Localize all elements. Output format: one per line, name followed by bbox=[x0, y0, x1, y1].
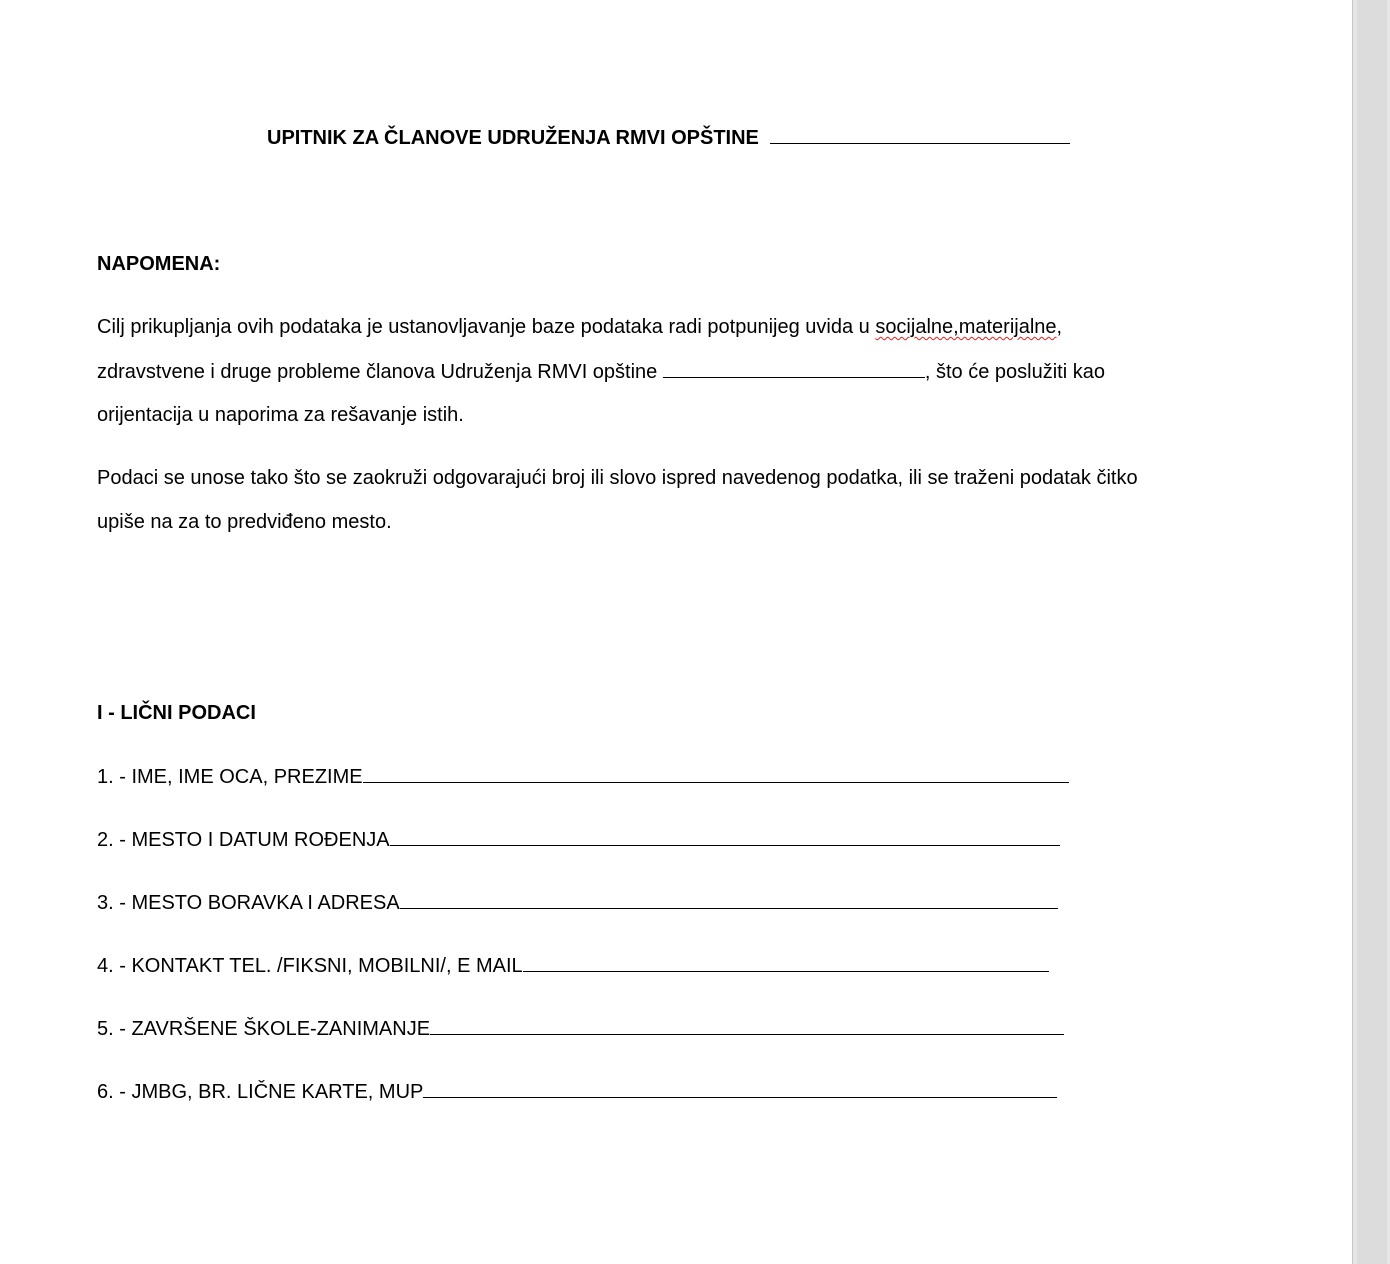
field-row bbox=[97, 764, 1069, 789]
para1-line2-tail: , što će poslužiti kao bbox=[924, 361, 1105, 383]
field-row bbox=[97, 827, 1060, 852]
title-text: UPITNIK ZA ČLANOVE UDRUŽENJA RMVI OPŠTINE bbox=[267, 127, 759, 149]
field-blank[interactable] bbox=[390, 827, 1060, 846]
document-title bbox=[267, 125, 1070, 150]
section-heading: I - LIČNI PODACI bbox=[97, 702, 256, 724]
para1-line1-comma: , bbox=[1056, 316, 1063, 338]
paragraph-1-line-1 bbox=[97, 315, 1062, 339]
field-blank[interactable] bbox=[430, 1016, 1064, 1035]
para1-line2-text: zdravstvene i druge probleme članova Udruženja RMVI opštine bbox=[97, 361, 663, 383]
field-blank[interactable] bbox=[423, 1079, 1057, 1098]
field-label: 3. - MESTO BORAVKA I ADRESA bbox=[97, 892, 400, 914]
field-row bbox=[97, 1016, 1064, 1041]
note-heading: NAPOMENA: bbox=[97, 253, 221, 275]
scrollbar-thumb[interactable] bbox=[1357, 0, 1387, 1264]
field-label: 5. - ZAVRŠENE ŠKOLE-ZANIMANJE bbox=[97, 1018, 431, 1040]
field-blank[interactable] bbox=[523, 953, 1049, 972]
field-blank[interactable] bbox=[363, 764, 1069, 783]
field-label: 1. - IME, IME OCA, PREZIME bbox=[97, 766, 363, 788]
field-blank[interactable] bbox=[400, 890, 1058, 909]
paragraph-2-line-1: Podaci se unose tako što se zaokruži odgovarajući broj ili slovo ispred navedenog podatka, ili se traženi podatak čitko bbox=[97, 467, 1138, 489]
para1-line1-text: Cilj prikupljanja ovih podataka je ustanovljavanje baze podataka radi potpunijeg uvida u bbox=[97, 316, 876, 338]
paragraph-1-line-2 bbox=[97, 359, 1105, 384]
field-row bbox=[97, 1079, 1057, 1104]
municipality-blank[interactable] bbox=[770, 125, 1070, 144]
field-label: 2. - MESTO I DATUM ROĐENJA bbox=[97, 829, 390, 851]
vertical-scrollbar[interactable] bbox=[1352, 0, 1390, 1264]
paragraph-1-line-3: orijentacija u naporima za rešavanje istih. bbox=[97, 404, 464, 426]
field-label: 4. - KONTAKT TEL. /FIKSNI, MOBILNI/, E MAIL bbox=[97, 955, 523, 977]
field-label: 6. - JMBG, BR. LIČNE KARTE, MUP bbox=[97, 1081, 424, 1103]
field-row bbox=[97, 953, 1049, 978]
municipality-blank-2[interactable] bbox=[663, 359, 925, 378]
misspelled-word[interactable]: socijalne,materijalne bbox=[875, 316, 1057, 338]
field-row bbox=[97, 890, 1058, 915]
paragraph-2-line-2: upiše na za to predviđeno mesto. bbox=[97, 511, 392, 533]
